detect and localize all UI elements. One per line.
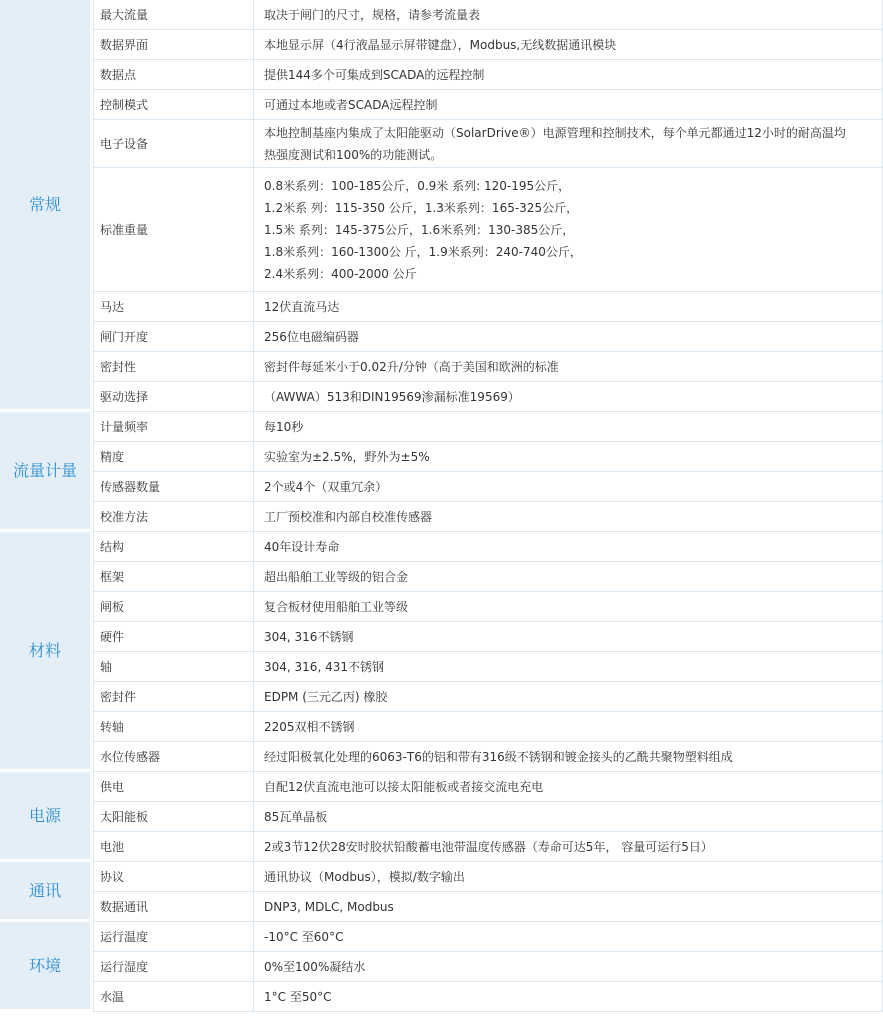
spec-row xyxy=(0,352,883,382)
spec-row xyxy=(0,502,883,532)
spec-value: 自配12伏直流电池可以接太阳能板或者接交流电充电 xyxy=(253,772,883,802)
spec-label: 密封性 xyxy=(93,352,253,382)
spec-label: 转轴 xyxy=(93,712,253,742)
spec-label: 闸板 xyxy=(93,592,253,622)
spec-row xyxy=(0,0,883,30)
spec-value: 复合板材使用船舶工业等级 xyxy=(253,592,883,622)
spec-row xyxy=(0,382,883,412)
spec-value: 256位电磁编码器 xyxy=(253,322,883,352)
spec-value: DNP3, MDLC, Modbus xyxy=(253,892,883,922)
spec-label: 闸门开度 xyxy=(93,322,253,352)
spec-label: 框架 xyxy=(93,562,253,592)
spec-value: 实验室为±2.5%，野外为±5% xyxy=(253,442,883,472)
spec-row xyxy=(0,412,883,442)
section-category: 材料 xyxy=(0,532,93,772)
spec-label: 标准重量 xyxy=(93,168,253,292)
spec-label: 最大流量 xyxy=(93,0,253,30)
spec-value: -10°C 至60°C xyxy=(253,922,883,952)
spec-label: 供电 xyxy=(93,772,253,802)
spec-label: 运行温度 xyxy=(93,922,253,952)
spec-label: 数据通讯 xyxy=(93,892,253,922)
spec-label: 太阳能板 xyxy=(93,802,253,832)
spec-value: 提供144多个可集成到SCADA的远程控制 xyxy=(253,60,883,90)
spec-row xyxy=(0,862,883,892)
spec-value-line: 1.2米系 列：115-350 公斤，1.3米系列：165-325公斤， xyxy=(264,200,579,215)
spec-value-line: 本地控制基座内集成了太阳能驱动（SolarDrive®）电源管理和控制技术，每个单元都通过12小时的耐高温均 xyxy=(264,125,846,140)
spec-label: 马达 xyxy=(93,292,253,322)
spec-value: 304, 316, 431不锈钢 xyxy=(253,652,883,682)
spec-row xyxy=(0,562,883,592)
spec-value: 本地显示屏（4行液晶显示屏带键盘），Modbus,无线数据通讯模块 xyxy=(253,30,883,60)
spec-label: 传感器数量 xyxy=(93,472,253,502)
spec-label: 密封件 xyxy=(93,682,253,712)
spec-row xyxy=(0,652,883,682)
spec-value-line: 热强度测试和100%的功能测试。 xyxy=(264,147,443,162)
spec-value: 40年设计寿命 xyxy=(253,532,883,562)
spec-row xyxy=(0,952,883,982)
spec-row xyxy=(0,322,883,352)
spec-row xyxy=(0,742,883,772)
section-category: 常规 xyxy=(0,0,93,412)
spec-label: 驱动选择 xyxy=(93,382,253,412)
spec-value: 2205双相不锈钢 xyxy=(253,712,883,742)
spec-value: 2个或4个（双重冗余） xyxy=(253,472,883,502)
spec-label: 数据界面 xyxy=(93,30,253,60)
spec-value: 1°C 至50°C xyxy=(253,982,883,1012)
spec-value: EDPM (三元乙丙) 橡胶 xyxy=(253,682,883,712)
spec-label: 电池 xyxy=(93,832,253,862)
spec-row xyxy=(0,892,883,922)
spec-label: 电子设备 xyxy=(93,120,253,168)
section-category: 流量计量 xyxy=(0,412,93,532)
spec-value: 工厂预校准和内部自校准传感器 xyxy=(253,502,883,532)
spec-label: 运行湿度 xyxy=(93,952,253,982)
spec-row xyxy=(0,802,883,832)
spec-value: 304, 316不锈钢 xyxy=(253,622,883,652)
section-category: 电源 xyxy=(0,772,93,862)
spec-row xyxy=(0,442,883,472)
spec-value-line: 2.4米系列：400-2000 公斤 xyxy=(264,266,417,281)
spec-row xyxy=(0,772,883,802)
spec-value-line: 1.5米 系列：145-375公斤，1.6米系列：130-385公斤， xyxy=(264,222,575,237)
spec-row xyxy=(0,472,883,502)
spec-value: 可通过本地或者SCADA远程控制 xyxy=(253,90,883,120)
spec-row xyxy=(0,90,883,120)
spec-row xyxy=(0,712,883,742)
spec-label: 轴 xyxy=(93,652,253,682)
spec-label: 水位传感器 xyxy=(93,742,253,772)
section-category: 通讯 xyxy=(0,862,93,922)
spec-value-line: 1.8米系列：160-1300公 斤，1.9米系列：240-740公斤， xyxy=(264,244,582,259)
spec-row xyxy=(0,832,883,862)
spec-value: （AWWA）513和DIN19569渗漏标准19569） xyxy=(253,382,883,412)
spec-value: 经过阳极氧化处理的6063-T6的铝和带有316级不锈钢和镀金接头的乙酰共聚物塑料组成 xyxy=(253,742,883,772)
spec-value: 通讯协议（Modbus），模拟/数字输出 xyxy=(253,862,883,892)
spec-value: 0%至100%凝结水 xyxy=(253,952,883,982)
spec-value: 取决于闸门的尺寸，规格，请参考流量表 xyxy=(253,0,883,30)
spec-label: 精度 xyxy=(93,442,253,472)
spec-row xyxy=(0,922,883,952)
spec-row xyxy=(0,982,883,1012)
spec-row xyxy=(0,622,883,652)
spec-value xyxy=(253,168,883,292)
spec-label: 硬件 xyxy=(93,622,253,652)
spec-value xyxy=(253,120,883,168)
spec-row xyxy=(0,60,883,90)
spec-row xyxy=(0,592,883,622)
spec-value: 密封件每延米小于0.02升/分钟（高于美国和欧洲的标准 xyxy=(253,352,883,382)
spec-label: 水温 xyxy=(93,982,253,1012)
spec-label: 数据点 xyxy=(93,60,253,90)
spec-row xyxy=(0,168,883,292)
spec-label: 校准方法 xyxy=(93,502,253,532)
spec-row xyxy=(0,120,883,168)
spec-label: 控制模式 xyxy=(93,90,253,120)
spec-row xyxy=(0,292,883,322)
spec-value: 每10秒 xyxy=(253,412,883,442)
spec-label: 计量频率 xyxy=(93,412,253,442)
spec-row xyxy=(0,532,883,562)
spec-value: 85瓦单晶板 xyxy=(253,802,883,832)
spec-row xyxy=(0,30,883,60)
spec-value: 超出船舶工业等级的铝合金 xyxy=(253,562,883,592)
section-category: 环境 xyxy=(0,922,93,1012)
spec-row xyxy=(0,682,883,712)
spec-label: 协议 xyxy=(93,862,253,892)
spec-label: 结构 xyxy=(93,532,253,562)
spec-value: 2或3节12伏28安时胶状铅酸蓄电池带温度传感器（寿命可达5年， 容量可运行5日） xyxy=(253,832,883,862)
spec-value: 12伏直流马达 xyxy=(253,292,883,322)
spec-value-line: 0.8米系列：100-185公斤，0.9米 系列: 120-195公斤， xyxy=(264,178,571,193)
